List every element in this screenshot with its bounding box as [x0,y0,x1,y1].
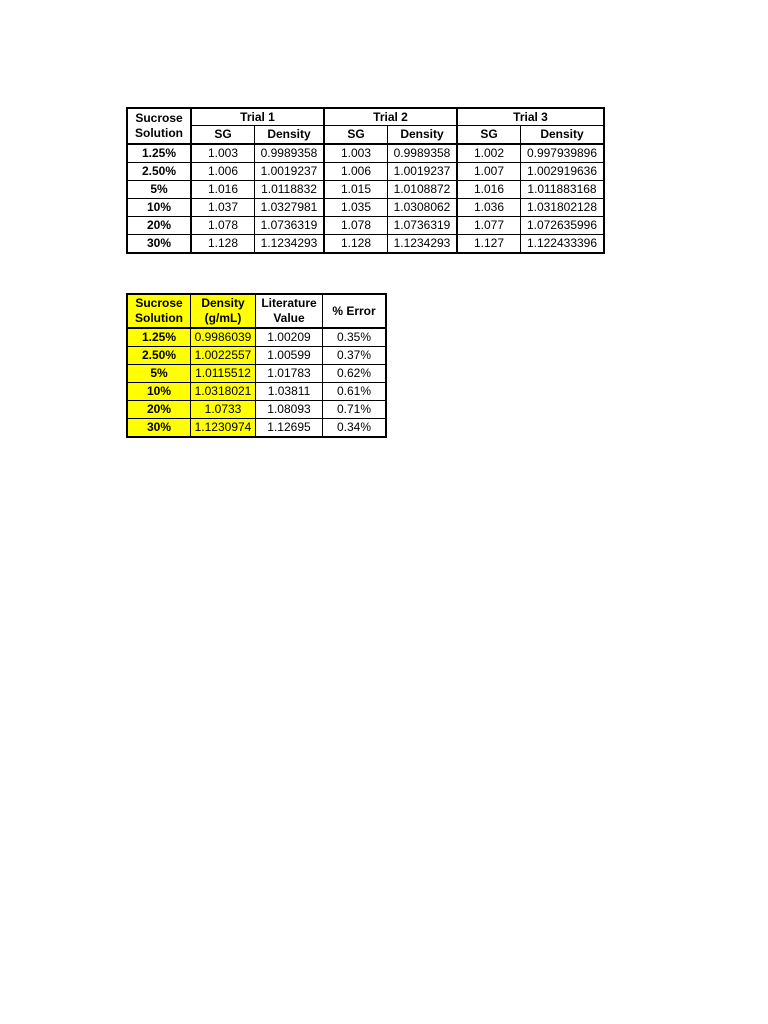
sg-cell: 1.006 [324,163,388,181]
sg-cell: 1.127 [457,235,521,254]
density-cell: 1.0736319 [388,217,458,235]
density-cell: 1.0108872 [388,181,458,199]
density-header: Density [255,126,325,145]
table-row [127,328,386,347]
literature-value-cell: 1.03811 [256,383,323,401]
density-cell: 1.0327981 [255,199,325,217]
table-row [127,235,604,254]
row-label: 1.25% [127,328,191,347]
density-cell: 1.0318021 [191,383,256,401]
trial-3-header: Trial 3 [457,108,604,126]
percent-error-cell: 0.61% [323,383,387,401]
table-row [127,144,604,163]
row-label: 2.50% [127,347,191,365]
density-cell: 1.0115512 [191,365,256,383]
table-row [127,217,604,235]
density-cell: 1.1234293 [388,235,458,254]
percent-error-cell: 0.37% [323,347,387,365]
row-label: 10% [127,383,191,401]
table-row [127,401,386,419]
density-cell: 0.9986039 [191,328,256,347]
density-cell: 1.0733 [191,401,256,419]
table-row [127,347,386,365]
sg-cell: 1.128 [191,235,255,254]
sg-cell: 1.016 [191,181,255,199]
sg-cell: 1.015 [324,181,388,199]
literature-value-cell: 1.00599 [256,347,323,365]
table-row [127,383,386,401]
sg-cell: 1.036 [457,199,521,217]
sucrose-solution-header: Sucrose Solution [127,108,191,144]
trial-2-header: Trial 2 [324,108,457,126]
literature-value-cell: 1.08093 [256,401,323,419]
table-row [127,419,386,438]
density-gml-header: Density (g/mL) [191,294,256,328]
density-cell: 1.1230974 [191,419,256,438]
sg-cell: 1.003 [324,144,388,163]
percent-error-cell: 0.35% [323,328,387,347]
summary-table [126,293,387,438]
literature-value-header: Literature Value [256,294,323,328]
table-row [127,199,604,217]
trial-1-header: Trial 1 [191,108,324,126]
row-label: 5% [127,365,191,383]
density-cell: 0.9989358 [255,144,325,163]
table-row [127,181,604,199]
sg-cell: 1.002 [457,144,521,163]
density-cell: 1.1234293 [255,235,325,254]
sg-cell: 1.037 [191,199,255,217]
density-cell: 1.031802128 [521,199,605,217]
density-cell: 0.997939896 [521,144,605,163]
sg-cell: 1.007 [457,163,521,181]
density-header: Density [521,126,605,145]
row-label: 20% [127,217,191,235]
row-label: 2.50% [127,163,191,181]
percent-error-cell: 0.62% [323,365,387,383]
trials-table [126,107,605,254]
sg-cell: 1.078 [191,217,255,235]
sg-header: SG [324,126,388,145]
density-cell: 1.0022557 [191,347,256,365]
literature-value-cell: 1.00209 [256,328,323,347]
table-row [127,365,386,383]
summary-table-body [127,328,386,437]
sg-header: SG [191,126,255,145]
trials-subheader-row [127,126,604,145]
density-cell: 1.0118832 [255,181,325,199]
sg-cell: 1.077 [457,217,521,235]
sg-cell: 1.078 [324,217,388,235]
density-cell: 1.011883168 [521,181,605,199]
percent-error-cell: 0.71% [323,401,387,419]
density-cell: 1.122433396 [521,235,605,254]
density-cell: 1.0019237 [388,163,458,181]
sg-cell: 1.035 [324,199,388,217]
summary-header-row [127,294,386,328]
density-cell: 1.002919636 [521,163,605,181]
row-label: 30% [127,235,191,254]
density-cell: 1.072635996 [521,217,605,235]
sg-cell: 1.128 [324,235,388,254]
row-label: 1.25% [127,144,191,163]
sg-cell: 1.003 [191,144,255,163]
density-cell: 0.9989358 [388,144,458,163]
density-header: Density [388,126,458,145]
trials-header-row [127,108,604,126]
sucrose-solution-header: Sucrose Solution [127,294,191,328]
table-row [127,163,604,181]
literature-value-cell: 1.01783 [256,365,323,383]
sg-cell: 1.006 [191,163,255,181]
sg-cell: 1.016 [457,181,521,199]
percent-error-header: % Error [323,294,387,328]
row-label: 20% [127,401,191,419]
trials-table-body [127,144,604,253]
percent-error-cell: 0.34% [323,419,387,438]
row-label: 30% [127,419,191,438]
literature-value-cell: 1.12695 [256,419,323,438]
density-cell: 1.0736319 [255,217,325,235]
row-label: 10% [127,199,191,217]
density-cell: 1.0019237 [255,163,325,181]
row-label: 5% [127,181,191,199]
sg-header: SG [457,126,521,145]
density-cell: 1.0308062 [388,199,458,217]
